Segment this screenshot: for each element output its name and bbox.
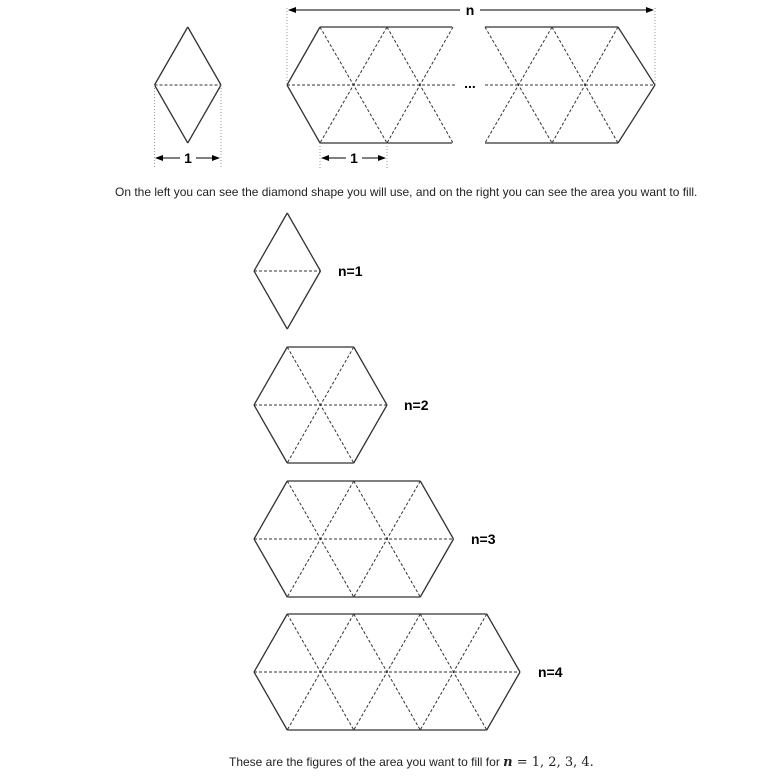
edge (254, 347, 287, 405)
figure-label-n4: n=4 (538, 664, 563, 680)
edge (287, 27, 320, 85)
edge (254, 271, 287, 329)
caption-bottom-text: These are the figures of the area you want to fill for (229, 755, 504, 769)
edge (254, 481, 287, 539)
math-var: n (503, 755, 513, 770)
caption-top: On the left you can see the diamond shape you will use, and on the right you can see the area you want to fill. (115, 185, 698, 199)
figure-label-n1: n=1 (338, 263, 363, 279)
unit-label-right: 1 (350, 150, 358, 166)
edge (287, 271, 320, 329)
edge (420, 539, 453, 597)
n-figures (254, 213, 520, 730)
edge (155, 85, 188, 143)
figure-label-n3: n=3 (471, 531, 496, 547)
caption-bottom-math (503, 755, 594, 770)
caption-bottom (229, 755, 594, 770)
edge (287, 85, 320, 143)
width-label-n: n (465, 2, 475, 18)
edge (354, 405, 387, 463)
top-figure (155, 8, 656, 168)
edge (420, 481, 453, 539)
edge (487, 672, 520, 730)
edge (188, 85, 221, 143)
unit-label-left: 1 (184, 150, 192, 166)
figure-label-n2: n=2 (404, 397, 429, 413)
edge (155, 27, 188, 85)
edge (287, 213, 320, 271)
edge (254, 405, 287, 463)
edge (254, 672, 287, 730)
edge (188, 27, 221, 85)
edge (618, 85, 655, 143)
edge (254, 614, 287, 672)
edge (254, 539, 287, 597)
edge (618, 27, 655, 85)
math-rest: = 1, 2, 3, 4. (512, 755, 594, 770)
edge (354, 347, 387, 405)
edge (254, 213, 287, 271)
ellipsis: ... (464, 75, 476, 91)
edge (487, 614, 520, 672)
